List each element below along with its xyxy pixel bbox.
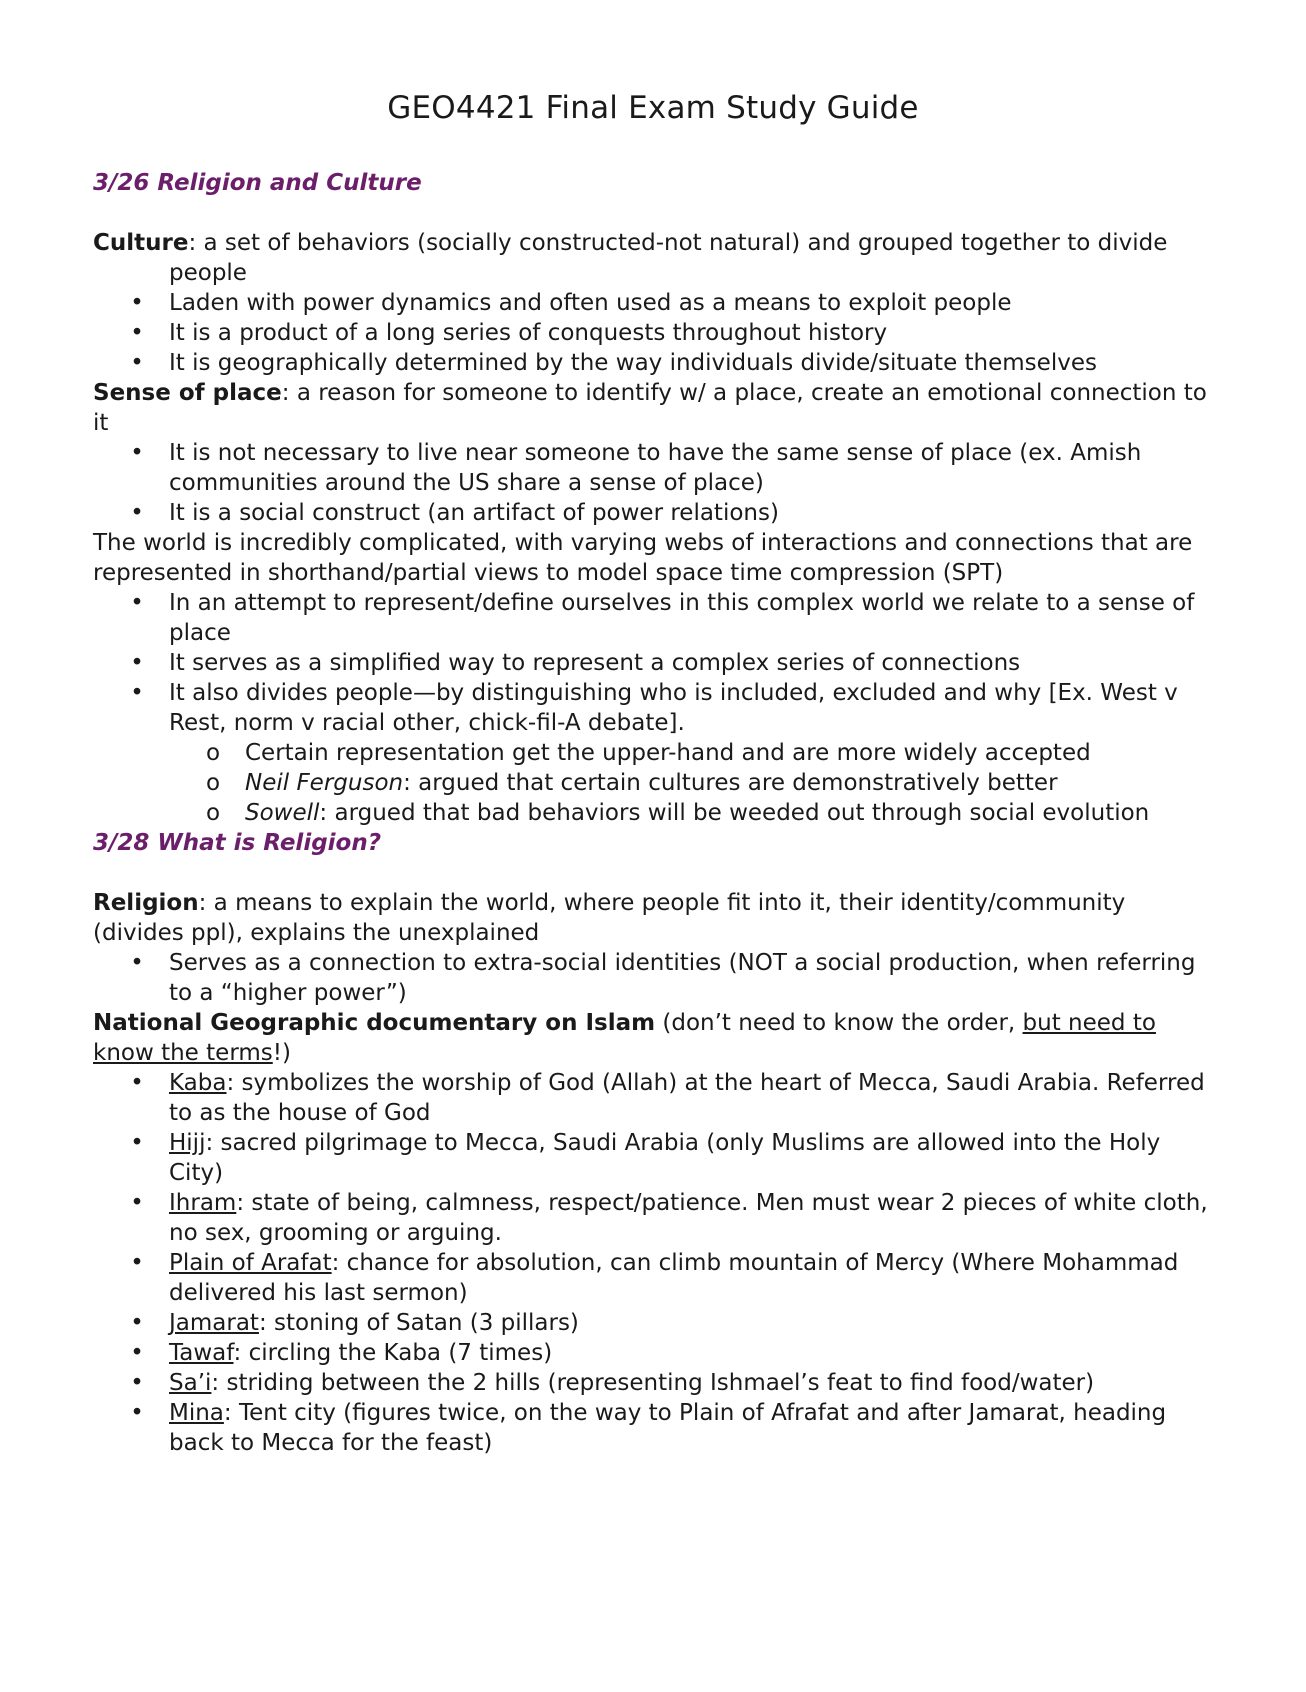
list-item xyxy=(93,348,1213,378)
bullet-icon: • xyxy=(130,1130,144,1156)
list-item xyxy=(93,1188,1213,1248)
section-heading-religion-and-culture: 3/26 Religion and Culture xyxy=(93,170,422,196)
list-item-text: It is a product of a long series of conquests throughout history xyxy=(169,320,888,346)
author-sowell: Sowell xyxy=(245,800,320,826)
term-kaba: Kaba xyxy=(169,1070,227,1096)
sub-list-item-text: : argued that bad behaviors will be weeded out through social evolution xyxy=(319,800,1150,826)
bullet-icon: • xyxy=(130,500,144,526)
list-item xyxy=(93,1248,1213,1308)
term-hijj: Hijj xyxy=(169,1130,206,1156)
culture-definition xyxy=(93,228,1213,288)
bullet-icon: • xyxy=(130,1070,144,1096)
bullet-icon: • xyxy=(130,650,144,676)
list-item xyxy=(93,438,1213,498)
sense-of-place-definition xyxy=(93,378,1213,438)
sub-list-item xyxy=(93,768,1213,798)
list-item-text: : Tent city (figures twice, on the way to Plain of Afrafat and after Jamarat, heading back to Mecca for the feast) xyxy=(169,1400,1167,1456)
list-item-text: It also divides people—by distinguishing who is included, excluded and why [Ex. West v Rest, norm v racial other, chick-fil-A debate]. xyxy=(169,680,1178,736)
sub-list-item-text: Certain representation get the upper-hand and are more widely accepted xyxy=(245,740,1091,766)
list-item xyxy=(93,498,1213,528)
list-item-text: It is geographically determined by the way individuals divide/situate themselves xyxy=(169,350,1097,376)
sub-bullet-icon: o xyxy=(205,770,221,796)
religion-definition-text: : a means to explain the world, where people fit into it, their identity/community (divides ppl), explains the unexplained xyxy=(93,890,1126,946)
section-heading-what-is-religion: 3/28 What is Religion? xyxy=(93,830,382,856)
sub-list-item-text: : argued that certain cultures are demonstratively better xyxy=(403,770,1058,796)
list-item xyxy=(93,1338,1213,1368)
sub-bullet-icon: o xyxy=(205,740,221,766)
sense-of-place-definition-text: : a reason for someone to identify w/ a place, create an emotional connection to it xyxy=(93,380,1207,436)
term-plain-of-arafat: Plain of Arafat xyxy=(169,1250,332,1276)
document-title: GEO4421 Final Exam Study Guide xyxy=(387,90,919,126)
list-item-text: : state of being, calmness, respect/patience. Men must wear 2 pieces of white cloth, no sex, grooming or arguing. xyxy=(169,1190,1208,1246)
list-item xyxy=(93,1308,1213,1338)
religion-definition xyxy=(93,888,1213,948)
list-item xyxy=(93,1368,1213,1398)
bullet-icon: • xyxy=(130,1250,144,1276)
islam-terms-list xyxy=(93,1068,1213,1458)
religion-bullet-list xyxy=(93,948,1213,1008)
term-sense-of-place: Sense of place xyxy=(93,380,282,406)
list-item-text: : circling the Kaba (7 times) xyxy=(233,1340,553,1366)
list-item xyxy=(93,648,1213,678)
bullet-icon: • xyxy=(130,1370,144,1396)
term-jamarat: Jamarat xyxy=(169,1310,259,1336)
bullet-icon: • xyxy=(130,950,144,976)
term-religion: Religion xyxy=(93,890,199,916)
list-item-text: : chance for absolution, can climb mountain of Mercy (Where Mohammad delivered his last sermon) xyxy=(169,1250,1179,1306)
term-tawaf: Tawaf xyxy=(169,1340,234,1366)
list-item-text: Laden with power dynamics and often used as a means to exploit people xyxy=(169,290,1012,316)
world-sub-bullet-list xyxy=(93,738,1213,828)
bullet-icon: • xyxy=(130,1190,144,1216)
term-culture: Culture xyxy=(93,230,189,256)
bullet-icon: • xyxy=(130,590,144,616)
list-item-text: It is a social construct (an artifact of power relations) xyxy=(169,500,779,526)
list-item xyxy=(93,948,1213,1008)
natgeo-note: (don’t need to know the order, xyxy=(655,1010,1023,1036)
bullet-icon: • xyxy=(130,1310,144,1336)
bullet-icon: • xyxy=(130,320,144,346)
term-ihram: Ihram xyxy=(169,1190,237,1216)
list-item xyxy=(93,678,1213,738)
culture-bullet-list xyxy=(93,288,1213,378)
list-item-text: It serves as a simplified way to represent a complex series of connections xyxy=(169,650,1021,676)
list-item xyxy=(93,1068,1213,1128)
bullet-icon: • xyxy=(130,680,144,706)
bullet-icon: • xyxy=(130,1340,144,1366)
sub-list-item xyxy=(93,798,1213,828)
document-body xyxy=(93,168,1213,1458)
bullet-icon: • xyxy=(130,440,144,466)
list-item-text: It is not necessary to live near someone to have the same sense of place (ex. Amish communities around the US share a sense of place) xyxy=(169,440,1142,496)
bullet-icon: • xyxy=(130,290,144,316)
natgeo-title: National Geographic documentary on Islam xyxy=(93,1010,656,1036)
natgeo-note-underlined: but need to know the terms xyxy=(93,1010,1156,1066)
term-sai: Sa’i xyxy=(169,1370,212,1396)
list-item-text: : stoning of Satan (3 pillars) xyxy=(258,1310,579,1336)
list-item xyxy=(93,318,1213,348)
list-item xyxy=(93,588,1213,648)
list-item xyxy=(93,1398,1213,1458)
sub-bullet-icon: o xyxy=(205,800,221,826)
list-item-text: Serves as a connection to extra-social identities (NOT a social production, when referring to a “higher power”) xyxy=(169,950,1196,1006)
author-neil-ferguson: Neil Ferguson xyxy=(245,770,404,796)
list-item xyxy=(93,288,1213,318)
bullet-icon: • xyxy=(130,1400,144,1426)
term-mina: Mina xyxy=(169,1400,224,1426)
world-bullet-list xyxy=(93,588,1213,738)
list-item-text: : sacred pilgrimage to Mecca, Saudi Arabia (only Muslims are allowed into the Holy City) xyxy=(169,1130,1161,1186)
culture-definition-text: : a set of behaviors (socially constructed-not natural) and grouped together to divide people xyxy=(169,230,1168,286)
list-item-text: In an attempt to represent/define ourselves in this complex world we relate to a sense of place xyxy=(169,590,1195,646)
list-item-text: : symbolizes the worship of God (Allah) at the heart of Mecca, Saudi Arabia. Referred to as the house of God xyxy=(169,1070,1205,1126)
sub-list-item xyxy=(93,738,1213,768)
list-item xyxy=(93,1128,1213,1188)
natgeo-intro xyxy=(93,1008,1213,1068)
list-item-text: : striding between the 2 hills (representing Ishmael’s feat to find food/water) xyxy=(211,1370,1095,1396)
sense-of-place-bullet-list xyxy=(93,438,1213,528)
natgeo-note-end: !) xyxy=(272,1040,291,1066)
world-paragraph: The world is incredibly complicated, with varying webs of interactions and connections that are represented in shorthand/partial views to model space time compression (SPT) xyxy=(93,530,1193,586)
bullet-icon: • xyxy=(130,350,144,376)
